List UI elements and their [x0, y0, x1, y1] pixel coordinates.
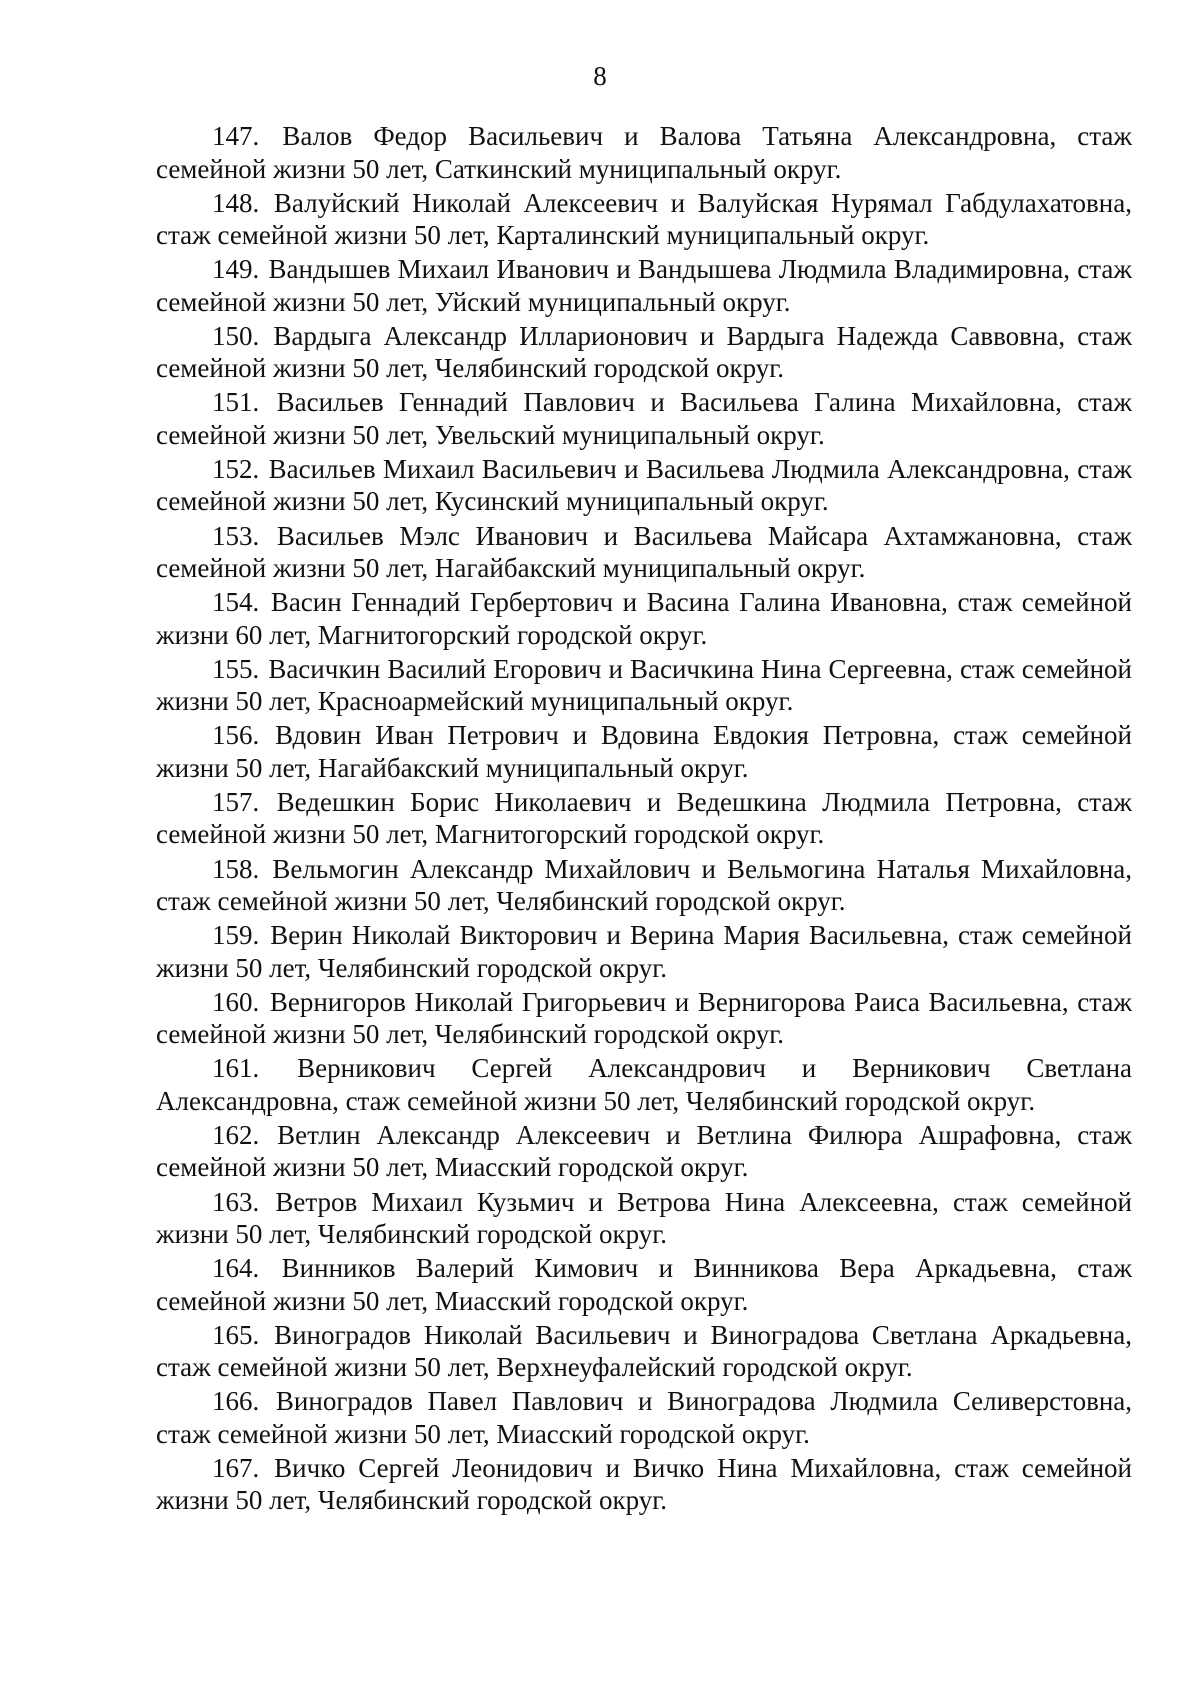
- entry-number: 165.: [212, 1319, 260, 1350]
- entry-number: 161.: [212, 1053, 260, 1084]
- entry-text: Вардыга Александр Илларионович и Вардыга Надежда Саввовна, стаж семейной жизни 50 лет, Челябинский городской округ.: [156, 320, 1133, 384]
- list-item: [156, 1186, 1132, 1251]
- list-item: [156, 520, 1132, 585]
- list-item: [156, 1252, 1132, 1317]
- entry-text: Виноградов Николай Васильевич и Виноградова Светлана Аркадьевна, стаж семейной жизни 50 лет, Верхнеуфалейский городской округ.: [156, 1319, 1132, 1383]
- list-item: [156, 453, 1132, 518]
- entry-number: 167.: [212, 1452, 260, 1483]
- entry-text: Вернигоров Николай Григорьевич и Вернигорова Раиса Васильевна, стаж семейной жизни 50 лет, Челябинский городской округ.: [156, 986, 1132, 1050]
- list-item: [156, 120, 1132, 185]
- entry-text: Валуйский Николай Алексеевич и Валуйская Нурямал Габдулахатовна, стаж семейной жизни 50 лет, Карталинский муниципальный округ.: [156, 187, 1132, 251]
- entry-number: 150.: [212, 320, 260, 351]
- list-item: [156, 719, 1132, 784]
- entry-number: 147.: [212, 121, 260, 151]
- entry-number: 166.: [212, 1386, 260, 1417]
- list-item: [156, 586, 1132, 651]
- entry-text: Вандышев Михаил Иванович и Вандышева Людмила Владимировна, стаж семейной жизни 50 лет, Уйский муниципальный округ.: [156, 254, 1133, 317]
- entry-text: Вдовин Иван Петрович и Вдовина Евдокия Петровна, стаж семейной жизни 50 лет, Нагайбакский муниципальный округ.: [156, 720, 1132, 783]
- entry-text: Вельмогин Александр Михайлович и Вельмогина Наталья Михайловна, стаж семейной жизни 50 лет, Челябинский городской округ.: [156, 853, 1132, 917]
- entry-number: 156.: [212, 720, 260, 751]
- entry-number: 164.: [212, 1253, 260, 1284]
- entry-text: Верин Николай Викторович и Верина Мария Васильевна, стаж семейной жизни 50 лет, Челябинский городской округ.: [156, 920, 1132, 983]
- entry-text: Васичкин Василий Егорович и Васичкина Нина Сергеевна, стаж семейной жизни 50 лет, Красноармейский муниципальный округ.: [156, 653, 1133, 717]
- entry-number: 155.: [212, 653, 260, 684]
- entry-text: Винников Валерий Кимович и Винникова Вера Аркадьевна, стаж семейной жизни 50 лет, Миасский городской округ.: [156, 1253, 1133, 1316]
- page-number: 8: [593, 61, 607, 91]
- entry-number: 162.: [212, 1119, 260, 1150]
- list-item: [156, 320, 1132, 385]
- entry-text: Васильев Мэлс Иванович и Васильева Майсара Ахтамжановна, стаж семейной жизни 50 лет, Нагайбакский муниципальный округ.: [156, 520, 1132, 584]
- list-item: [156, 1119, 1132, 1184]
- list-item: [156, 253, 1132, 318]
- entry-text: Валов Федор Васильевич и Валова Татьяна Александровна, стаж семейной жизни 50 лет, Саткинский муниципальный округ.: [156, 121, 1132, 184]
- list-item: [156, 187, 1132, 252]
- entry-text: Ветлин Александр Алексеевич и Ветлина Филюра Ашрафовна, стаж семейной жизни 50 лет, Миасский городской округ.: [156, 1119, 1132, 1183]
- entry-text: Ведешкин Борис Николаевич и Ведешкина Людмила Петровна, стаж семейной жизни 50 лет, Магнитогорский городской округ.: [156, 786, 1132, 850]
- list-item: [156, 1385, 1132, 1450]
- entry-text: Васильев Михаил Васильевич и Васильева Людмила Александровна, стаж семейной жизни 50 лет, Кусинский муниципальный округ.: [156, 453, 1133, 517]
- entry-number: 159.: [212, 920, 260, 951]
- entry-text: Ветров Михаил Кузьмич и Ветрова Нина Алексеевна, стаж семейной жизни 50 лет, Челябинский городской округ.: [156, 1186, 1133, 1249]
- entry-number: 148.: [212, 187, 260, 218]
- entry-number: 154.: [212, 587, 260, 618]
- list-item: [156, 386, 1132, 451]
- entry-number: 158.: [212, 853, 260, 884]
- entry-text: Верникович Сергей Александрович и Верникович Светлана Александровна, стаж семейной жизни 50 лет, Челябинский городской округ.: [156, 1053, 1133, 1116]
- entry-text: Васильев Геннадий Павлович и Васильева Галина Михайловна, стаж семейной жизни 50 лет, Увельский муниципальный округ.: [156, 387, 1133, 450]
- entry-number: 157.: [212, 786, 260, 817]
- list-item: [156, 919, 1132, 984]
- entry-number: 149.: [212, 254, 260, 285]
- entry-text: Вичко Сергей Леонидович и Вичко Нина Михайловна, стаж семейной жизни 50 лет, Челябинский городской округ.: [156, 1452, 1132, 1516]
- entry-number: 152.: [212, 453, 260, 484]
- list-item: [156, 986, 1132, 1051]
- entry-text: Виноградов Павел Павлович и Виноградова Людмила Селиверстовна, стаж семейной жизни 50 лет, Миасский городской округ.: [156, 1386, 1132, 1449]
- list-item: [156, 1052, 1132, 1117]
- entry-number: 151.: [212, 387, 260, 418]
- entry-number: 160.: [212, 986, 260, 1017]
- award-list: [156, 120, 1132, 1518]
- list-item: [156, 786, 1132, 851]
- entry-text: Васин Геннадий Гербертович и Васина Галина Ивановна, стаж семейной жизни 60 лет, Магнитогорский городской округ.: [156, 587, 1132, 650]
- list-item: [156, 653, 1132, 718]
- entry-number: 163.: [212, 1186, 260, 1217]
- list-item: [156, 1319, 1132, 1384]
- list-item: [156, 1452, 1132, 1517]
- entry-number: 153.: [212, 520, 260, 551]
- list-item: [156, 853, 1132, 918]
